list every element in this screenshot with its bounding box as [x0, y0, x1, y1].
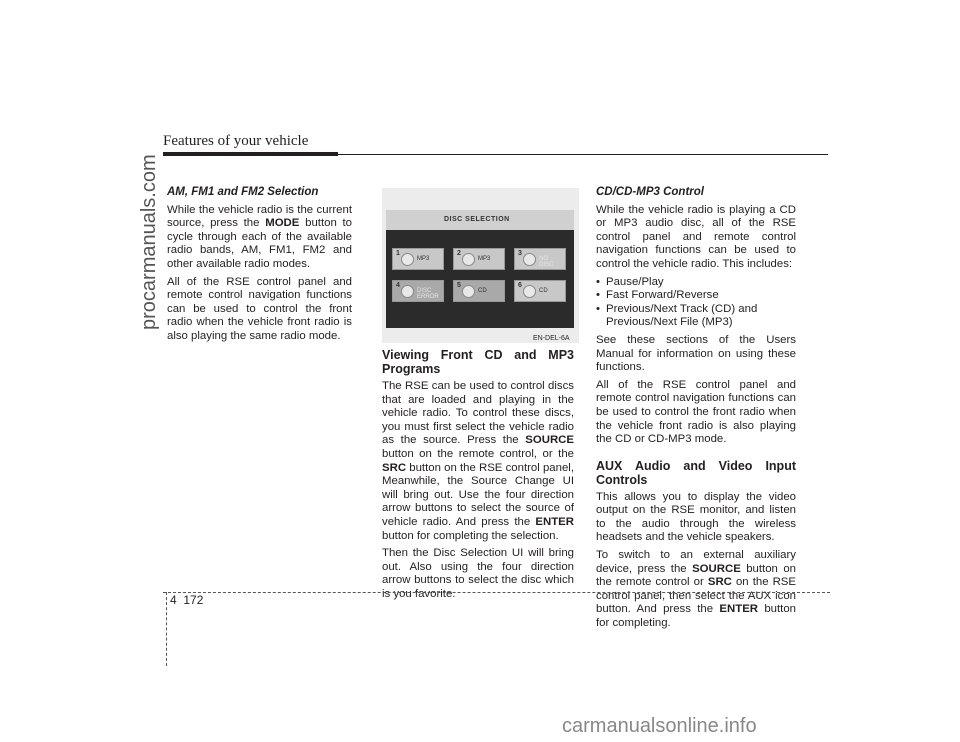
disc-icon	[462, 253, 475, 266]
disc-number: 2	[457, 250, 461, 257]
paragraph	[596, 549, 796, 631]
disc-icon	[523, 285, 536, 298]
cd-control-heading: CD/CD-MP3 Control	[596, 186, 704, 198]
src-keyword: SRC	[382, 461, 407, 474]
list-item: • Fast Forward/Reverse	[596, 289, 796, 303]
figure-code: EN-DEL-6A	[533, 335, 570, 342]
text: button to cycle through each of the available radio bands, AM, FM1, FM2 and other available radio modes.	[167, 217, 352, 270]
paragraph: This allows you to display the video output on the RSE monitor, and listen to the audio through the wireless headsets and the vehicle speakers.	[596, 490, 796, 544]
paragraph	[382, 380, 574, 543]
disc-icon	[523, 253, 536, 266]
disc-number: 1	[396, 250, 400, 257]
text: button for completing the selection.	[382, 529, 559, 542]
text: button on the remote control or	[596, 562, 796, 589]
bottom-watermark: carmanualsonline.info	[562, 715, 757, 737]
column-1	[167, 186, 352, 348]
disc-slot-3	[514, 248, 566, 270]
disc-label: DISC ERROR	[417, 288, 439, 300]
disc-slot-1	[392, 248, 444, 270]
paragraph	[167, 204, 352, 272]
source-keyword: SOURCE	[525, 434, 574, 447]
page-number	[170, 593, 203, 607]
disc-slot-6	[514, 280, 566, 302]
function-list	[596, 276, 796, 330]
disc-icon	[401, 285, 414, 298]
enter-keyword: ENTER	[535, 515, 574, 528]
source-keyword: SOURCE	[692, 562, 741, 575]
disc-label: NO DISC	[539, 256, 554, 268]
disc-slot-4	[392, 280, 444, 302]
disc-label: MP3	[478, 256, 491, 262]
footer-rule	[163, 592, 830, 593]
page-header-title: Features of your vehicle	[163, 133, 309, 149]
disc-selection-title: DISC SELECTION	[386, 210, 574, 230]
paragraph: See these sections of the Users Manual for information on using these functions.	[596, 333, 796, 374]
header-bar	[163, 152, 338, 156]
disc-number: 6	[518, 282, 522, 289]
list-item: • Previous/Next Track (CD) and Previous/Next File (MP3)	[596, 303, 796, 330]
disc-slot-5	[453, 280, 505, 302]
disc-icon	[401, 253, 414, 266]
src-keyword: SRC	[707, 576, 732, 589]
column-3	[596, 186, 796, 635]
mode-keyword: MODE	[265, 217, 300, 230]
text: button on the RSE control panel, Meanwhile, the Source Change UI will bring out. Use the four direction arrow buttons to select the source of vehicle radio. And press the	[382, 461, 574, 528]
paragraph: Then the Disc Selection UI will bring out. Also using the four direction arrow buttons to select the disc which is you favorite.	[382, 547, 574, 600]
radio-selection-heading: AM, FM1 and FM2 Selection	[167, 186, 319, 198]
disc-number: 4	[396, 282, 400, 289]
text: The RSE can be used to control discs that are loaded and playing in the vehicle radio. To control these discs, you must first select the vehicle radio as the source. Press the	[382, 380, 574, 447]
enter-keyword: ENTER	[719, 603, 759, 616]
paragraph: All of the RSE control panel and remote control navigation functions can be used to control the front radio when the vehicle front radio is also playing the CD or CD-MP3 mode.	[596, 378, 796, 446]
front-cd-heading: Viewing Front CD and MP3 Programs	[382, 348, 574, 376]
paragraph: While the vehicle radio is playing a CD or MP3 audio disc, all of the RSE control panel and remote control navigation functions can be used to control the vehicle radio. This includes:	[596, 203, 796, 270]
text: To switch to an external auxiliary device, press the	[596, 549, 796, 575]
side-watermark: procarmanuals.com	[138, 154, 160, 330]
disc-number: 3	[518, 250, 522, 257]
disc-label: MP3	[417, 256, 430, 262]
disc-icon	[462, 285, 475, 298]
footer-divider	[166, 592, 167, 666]
list-item: • Pause/Play	[596, 276, 796, 290]
text: button on the remote control, or the	[382, 447, 574, 460]
header-rule	[338, 154, 828, 155]
aux-heading: AUX Audio and Video Input Controls	[596, 458, 796, 487]
disc-label: CD	[539, 288, 548, 294]
disc-slot-2	[453, 248, 505, 270]
disc-number: 5	[457, 282, 461, 289]
chapter-number: 4	[170, 593, 177, 607]
page-number-value: 172	[183, 593, 204, 607]
disc-label: CD	[478, 288, 487, 294]
text: While the vehicle radio is the current source, press the	[167, 203, 352, 230]
paragraph: All of the RSE control panel and remote control navigation functions can be used to control the front radio when the vehicle front radio is also playing the same radio mode.	[167, 275, 352, 342]
text: button for completing.	[596, 603, 796, 630]
text: on the RSE control panel, then select the AUX icon button. And press the	[596, 576, 797, 616]
column-2	[382, 348, 574, 606]
